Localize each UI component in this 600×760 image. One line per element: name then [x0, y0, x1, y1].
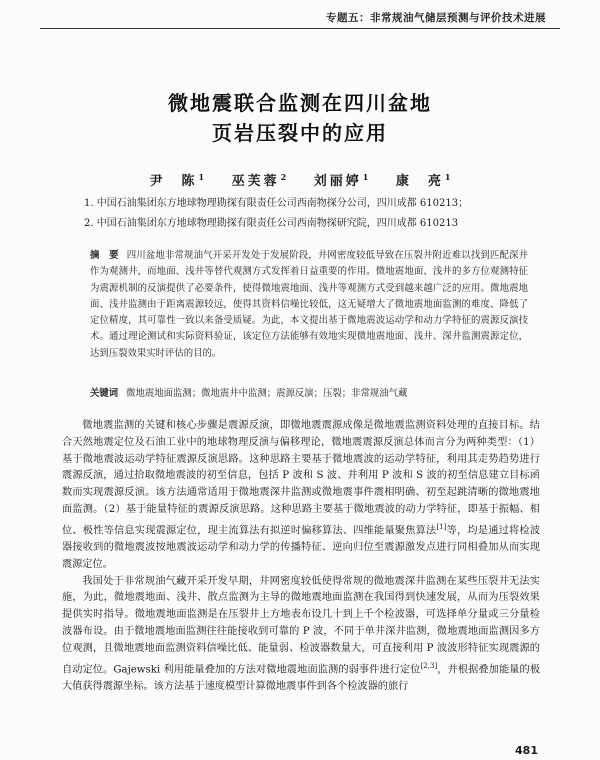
keywords-label: 关键词 — [90, 388, 119, 399]
abstract-label: 摘 要 — [90, 250, 119, 261]
author-name: 康 亮 — [395, 174, 444, 189]
author-affiliation-mark: 1 — [444, 171, 451, 182]
author-name: 巫芙蓉 — [231, 174, 280, 189]
author-list — [0, 170, 600, 189]
author-affiliation-mark: 1 — [362, 171, 369, 182]
body-paragraph-text: 微地震监测的关键和核心步骤是震源反演，即微地震震源成像是微地震监测资料处理的直接目标。结合天然地震定位及石油工业中的地球物理反演与偏移理论，微地震震源反演总体而言分为两种类型：（1）基于微地震波运动学特征震源反演思路。这种思路主要基于微地震波的运动学特征，利用其走势趋势进行震源反演，通过拾取微地震波的初至信息，包括 P 波和 S 波、并利用 P 波和 S 波的初至信息建立目标函数而实现震源反演。该方法通常适用于微地震深井监测或微地震事件震相明确、初至起跳清晰的微地震地面监测。（2）基于能量特征的震源反演思路。这种思路主要基于微地震波的动力学特征，即基于振幅、相位、极性等信息实现震源定位，现主流算法有拟逆时偏移算法、四维能量聚焦算法 — [62, 420, 540, 537]
header-rule — [40, 28, 560, 29]
paper-title — [0, 88, 600, 148]
author-affiliation-mark: 1 — [198, 171, 205, 182]
author — [395, 171, 451, 189]
affiliation: 2. 中国石油集团东方地球物理勘探有限责任公司西南物探研究院，四川成都 610213 — [84, 218, 459, 229]
body-paragraph-text: ，并根据叠加能量的极大值获得震源坐标。该方法基于速度模型计算微地震事件到各个检波器的旅行 — [62, 663, 541, 692]
author-name: 刘丽婷 — [313, 174, 362, 189]
abstract — [90, 248, 528, 362]
running-header — [0, 6, 600, 28]
body-paragraph-text: 我国处于非常规油气藏开采开发早期，井网密度较低使得常规的微地震深井监测在某些压裂井无法实施，为此，微地震地面、浅井、散点监测为主导的微地震地面监测在我国得到快速发展，从而为压裂效果提供实时指导。微地震地面监测是在压裂井上方地表布设几十到上千个检波器，可选择单分量或三分量检波器布设。由于微地震地面监测往往能接收到可靠的 P 波，不同于单井深井监测，微地震地面监测因多方位观测，且微地震地面监测资料信噪比低、能量弱、检波器数量大，可直接利用 P 波波形特征实现震源的自动定位。Gajewski 利用能量叠加的方法对微地震地面监测的弱事件进行定位 — [62, 575, 540, 675]
abstract-text: 四川盆地非常规油气开采开发处于发展阶段，井网密度较低导致在压裂井附近难以找到匹配深井作为观测井，而地面、浅井等替代观测方式发挥着日益重要的作用。微地震地面、浅井的多方位观测特征为震源机制的反演提供了必要条件，使得微地震地面、浅井等观测方式受到越来越广泛的应用。微地震地面、浅井监测由于距离震源较远，使得其资料信噪比较低，这无疑增大了微地震地面监测的难度、降低了定位精度，其可靠性一致以来备受质疑。为此，本文提出基于微地震波运动学和动力学特征的震源反演技术。通过理论测试和实际资料验证，该定位方法能够有效地实现微地震地面、浅井、深井监测震源定位，达到压裂效果实时评估的目的。 — [90, 250, 528, 359]
citation-ref: [2,3] — [420, 661, 438, 670]
paper-title-line-2: 页岩压裂中的应用 — [212, 121, 388, 145]
body-paragraph — [62, 574, 540, 696]
body-paragraph — [62, 418, 540, 574]
page-number: 481 — [515, 744, 538, 757]
author — [313, 171, 369, 189]
running-header-text: 专题五：非常规油气储层预测与评价技术进展 — [326, 12, 546, 24]
keywords — [90, 386, 528, 402]
keywords-text: 微地震地面监测；微地震井中监测；震源反演；压裂；非常规油气藏 — [126, 388, 408, 399]
citation-ref: [1] — [436, 522, 447, 531]
paper-title-line-1: 微地震联合监测在四川盆地 — [168, 91, 432, 115]
author — [149, 171, 205, 189]
body-text — [62, 418, 540, 696]
body-paragraph-text: 等，均是通过将检波器接收到的微地震波按地震波运动学和动力学的传播特征、逆向归位至震源激发点进行同相叠加从而实现震源定位。 — [62, 525, 541, 570]
affiliation-list — [84, 194, 564, 234]
author-name: 尹 陈 — [149, 174, 198, 189]
author-affiliation-mark: 2 — [280, 171, 287, 182]
author — [231, 171, 287, 189]
affiliation: 1. 中国石油集团东方地球物理勘探有限责任公司西南物探分公司，四川成都 610213； — [84, 198, 469, 209]
